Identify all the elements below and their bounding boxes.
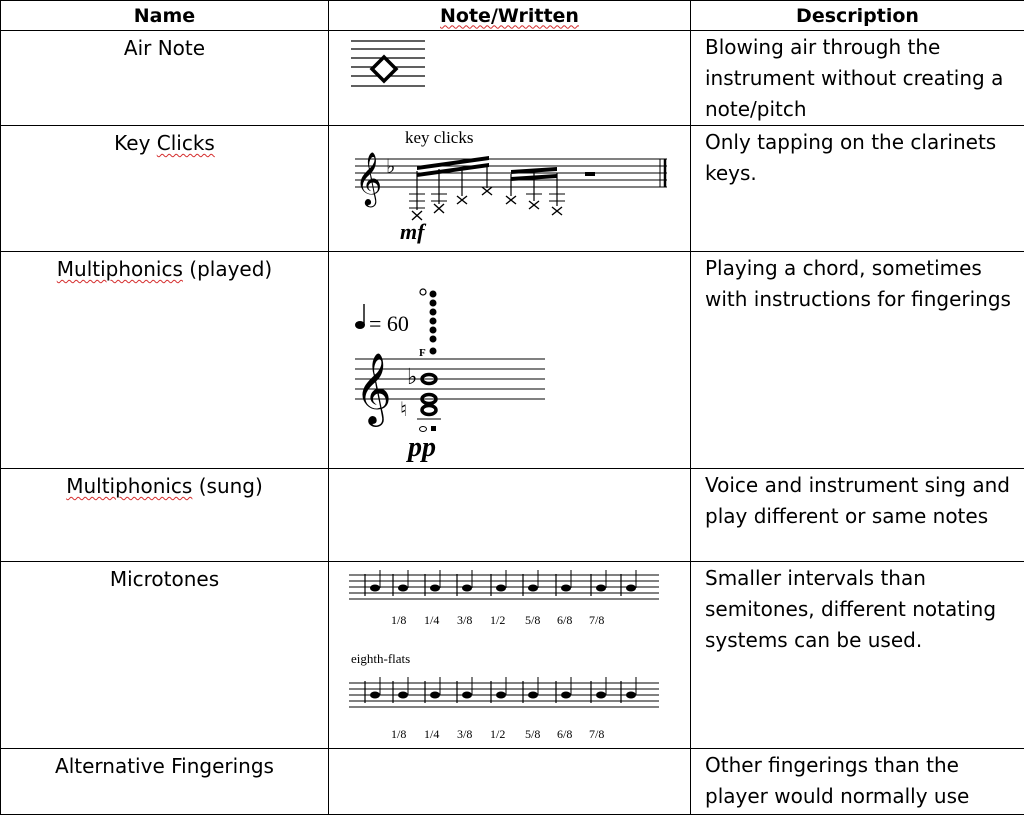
treble-clef-icon: 𝄞 — [355, 353, 392, 427]
row-description: Blowing air through the instrument without creating a note/pitch — [691, 31, 1024, 126]
fraction-label: 6/8 — [557, 727, 572, 741]
note-head-icon — [370, 585, 380, 592]
fraction-label: 3/8 — [457, 727, 472, 741]
note-head-icon — [370, 692, 380, 699]
note-head-icon — [462, 692, 472, 699]
row-description: Playing a chord, sometimes with instructions for fingerings — [691, 252, 1024, 469]
empty-notation — [329, 749, 691, 815]
natural-icon: ♮ — [400, 399, 407, 421]
note-head-icon — [528, 585, 538, 592]
row-name: Alternative Fingerings — [1, 749, 329, 815]
eighth-flats-caption: eighth-flats — [351, 651, 410, 666]
row-name — [1, 469, 329, 562]
fraction-label: 3/8 — [457, 613, 472, 627]
row-name: Microtones — [1, 562, 329, 749]
key-clicks-score — [329, 126, 689, 251]
air-note-notation — [329, 31, 691, 126]
header-row — [1, 1, 1024, 31]
dynamic-mf: mf — [400, 219, 427, 244]
note-head-icon — [496, 692, 506, 699]
fraction-label: 1/8 — [391, 613, 406, 627]
row-description: Smaller intervals than semitones, different notating systems can be used. — [691, 562, 1024, 749]
fingering-mark: F — [419, 347, 426, 359]
empty-notation — [329, 469, 691, 562]
note-head-icon — [596, 585, 606, 592]
fraction-label: 7/8 — [589, 613, 604, 627]
flat-icon: ♭ — [386, 156, 395, 178]
note-head-icon — [626, 585, 636, 592]
fraction-label: 1/2 — [490, 613, 505, 627]
flat-icon: ♭ — [407, 364, 417, 389]
row-name-underlined: Multiphonics — [66, 474, 192, 498]
treble-clef-icon: 𝄞 — [355, 152, 382, 207]
table-row — [1, 31, 1024, 126]
note-head-icon — [496, 585, 506, 592]
table-row — [1, 469, 1024, 562]
fraction-label: 1/4 — [424, 727, 439, 741]
note-head-icon — [430, 585, 440, 592]
dynamic-pp: pp — [406, 432, 436, 463]
fraction-label: 6/8 — [557, 613, 572, 627]
row-name-suffix: (sung) — [192, 474, 262, 498]
fraction-label: 5/8 — [525, 727, 540, 741]
table-row — [1, 126, 1024, 252]
row-name — [1, 252, 329, 469]
note-head-icon — [561, 692, 571, 699]
multiphonics-score — [329, 252, 689, 468]
fraction-label: 7/8 — [589, 727, 604, 741]
row-name: Air Note — [1, 31, 329, 126]
row-name-suffix: (played) — [183, 257, 272, 281]
note-head-icon — [596, 692, 606, 699]
note-head-icon — [398, 692, 408, 699]
table-row — [1, 562, 1024, 749]
key-clicks-label: key clicks — [405, 128, 473, 147]
note-head-icon — [561, 585, 571, 592]
fraction-label: 1/4 — [424, 613, 439, 627]
note-head-icon — [430, 692, 440, 699]
header-description: Description — [691, 1, 1024, 31]
note-head-icon — [626, 692, 636, 699]
row-description: Voice and instrument sing and play different or same notes — [691, 469, 1024, 562]
microtones-notation — [329, 562, 691, 749]
header-note-written-label: Note/Written — [440, 5, 579, 27]
table-row — [1, 252, 1024, 469]
rest-icon — [585, 172, 595, 176]
row-description: Only tapping on the clarinets keys. — [691, 126, 1024, 252]
multiphonics-notation — [329, 252, 691, 469]
tempo-marking: = 60 — [369, 311, 409, 336]
header-name: Name — [1, 1, 329, 31]
row-name — [1, 126, 329, 252]
microtones-score — [329, 562, 689, 748]
fraction-label: 1/8 — [391, 727, 406, 741]
header-note-written — [329, 1, 691, 31]
row-name-underlined: Multiphonics — [57, 257, 183, 281]
fraction-label: 5/8 — [525, 613, 540, 627]
note-head-icon — [528, 692, 538, 699]
row-description: Other fingerings than the player would normally use — [691, 749, 1024, 815]
table-row — [1, 749, 1024, 815]
row-name-prefix: Key — [114, 131, 157, 155]
air-note-symbol — [329, 31, 689, 123]
note-head-icon — [398, 585, 408, 592]
fraction-label: 1/2 — [490, 727, 505, 741]
key-clicks-notation — [329, 126, 691, 252]
note-head-icon — [462, 585, 472, 592]
row-name-underlined: Clicks — [157, 131, 215, 155]
